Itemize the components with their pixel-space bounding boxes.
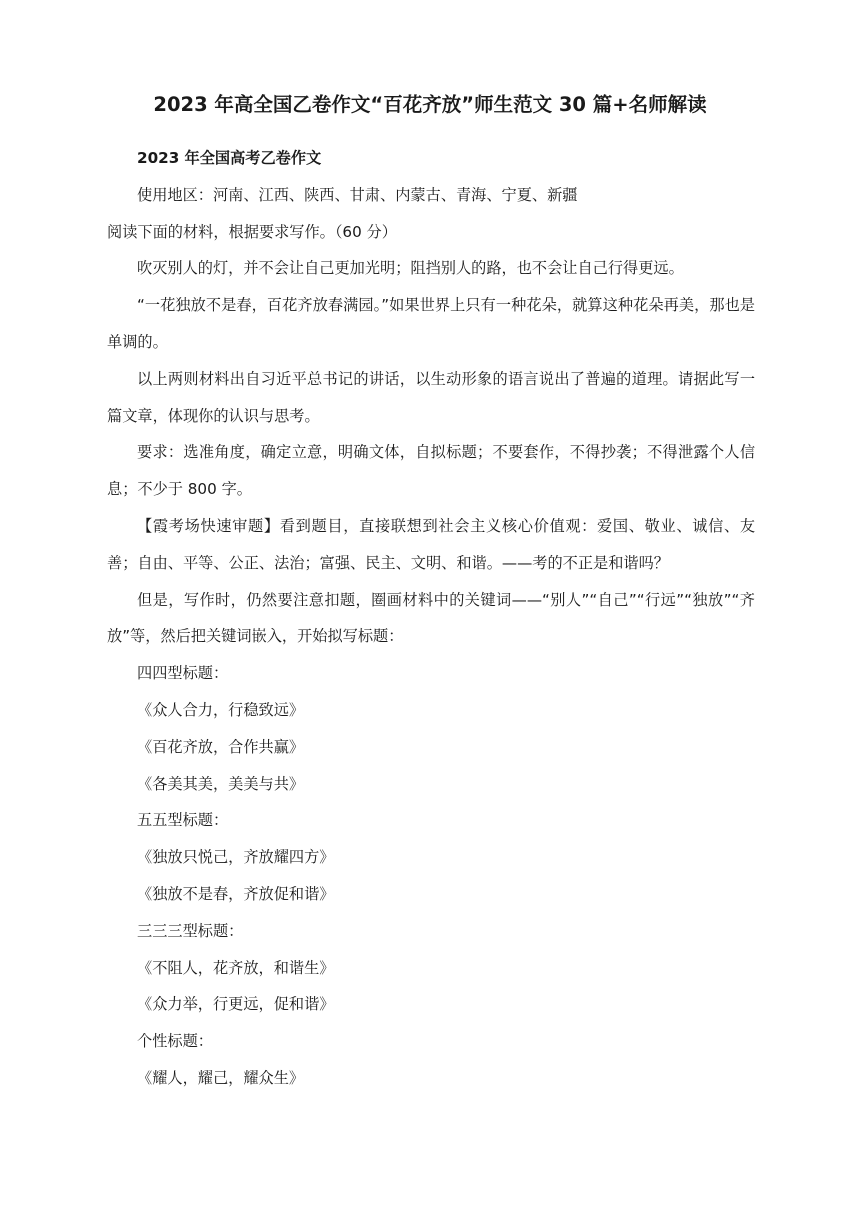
section-heading: 2023 年全国高考乙卷作文 [137, 149, 322, 167]
document-body [107, 140, 755, 1097]
paragraph: 使用地区：河南、江西、陕西、甘肃、内蒙古、青海、宁夏、新疆 [137, 185, 578, 204]
paragraph: 吹灭别人的灯，并不会让自己更加光明；阻挡别人的路，也不会让自己行得更远。 [137, 259, 684, 278]
paragraph: 《各美其美，美美与共》 [137, 774, 305, 793]
paragraph: “一花独放不是春，百花齐放春满园。”如果世界上只有一种花朵，就算这种花朵再美，那也是单调的。 [107, 296, 755, 351]
paragraph: 三三三型标题： [137, 921, 244, 940]
paragraph: 《众人合力，行稳致远》 [137, 700, 305, 719]
paragraph: 阅读下面的材料，根据要求写作。（60 分） [107, 222, 397, 241]
paragraph: 《百花齐放，合作共赢》 [137, 737, 305, 756]
paragraph: 个性标题： [137, 1032, 213, 1051]
paragraph: 《众力举，行更远，促和谐》 [137, 995, 335, 1014]
paragraph: 《耀人，耀己，耀众生》 [137, 1068, 305, 1087]
document-title: 2023 年高全国乙卷作文“百花齐放”师生范文 30 篇+名师解读 [153, 93, 707, 116]
paragraph: 《独放不是春，齐放促和谐》 [137, 884, 335, 903]
paragraph: 《不阻人，花齐放，和谐生》 [137, 958, 335, 977]
paragraph: 四四型标题： [137, 664, 229, 683]
paragraph: 要求：选准角度，确定立意，明确文体，自拟标题；不要套作，不得抄袭；不得泄露个人信息；不少于 800 字。 [107, 443, 755, 499]
paragraph: 【霞考场快速审题】看到题目，直接联想到社会主义核心价值观：爱国、敬业、诚信、友善；自由、平等、公正、法治；富强、民主、文明、和谐。——考的不正是和谐吗？ [107, 516, 755, 572]
paragraph: 五五型标题： [137, 811, 229, 830]
paragraph: 但是，写作时，仍然要注意扣题，圈画材料中的关键词——“别人”“自己”“行远”“独放”“齐放”等，然后把关键词嵌入，开始拟写标题： [107, 590, 755, 646]
paragraph: 《独放只悦己，齐放耀四方》 [137, 848, 335, 867]
paragraph: 以上两则材料出自习近平总书记的讲话，以生动形象的语言说出了普遍的道理。请据此写一篇文章，体现你的认识与思考。 [107, 369, 755, 425]
